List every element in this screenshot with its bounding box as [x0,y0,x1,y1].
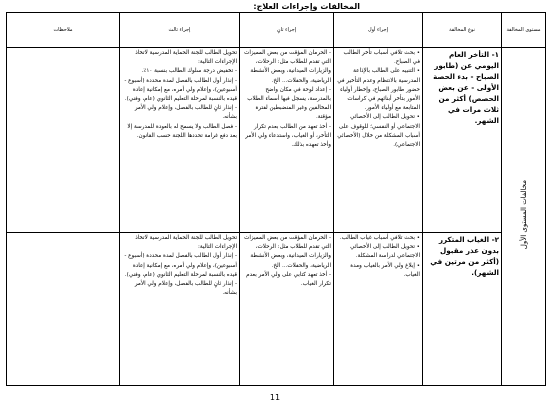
action-item: - الحرمان المؤقت من بعض المميزات التي تقدم للطلاب مثل: الرحلات، والزيارات الميدانية، وبعض الأنشطة الرياضية، والحفلات... الخ. [244,235,331,269]
action3-cell [120,48,240,233]
header-severity: مستوى المخالفة [502,13,546,48]
header-violation: نوع المخالفة [423,13,502,48]
action-item: - إنذار ثانٍ للطالب بالفصل، وإعلام ولي الأمر بشأنه. [134,281,237,297]
action-item: - إنذار أول الطالب بالفصل لمدة محددة (أسبوع - أسبوعين)، وإعلام ولي أمره، مع إمكانية إعادة قيده بالنسبة لمرحلة التعليم الثانوي (عام، وفني). [124,253,237,278]
header-notes: ملاحظات [7,13,120,48]
page-title: المخالفات وإجراءات العلاج: [253,2,360,11]
header-action2: إجراء ثانٍ [240,13,334,48]
action-item: • التنبيه على الطالب بالإذاعة المدرسية بالانتظام وعدم التأخير في حضور طابور الصباح، وإخطار أولياء الأمور بتأخر أبنائهم في كراسات المتابعة مع أولياء الأمور. [337,68,420,112]
header-action3: إجراء ثالث [120,13,240,48]
action-item: • بحث تلافي أسباب غياب الطالب. [339,235,420,241]
action-item: تحويل الطالب للجنة الحماية المدرسية لاتخاذ الإجراءات التالية: [135,235,237,251]
notes-cell [7,233,120,386]
action1-cell [334,48,423,233]
notes-cell [7,48,120,233]
action3-cell [120,233,240,386]
table-row [7,233,546,386]
action-item: تحويل الطالب للجنة الحماية المدرسية لاتخاذ الإجراءات التالية: [135,50,237,66]
action1-cell [334,233,423,386]
action2-cell [240,48,334,233]
severity-cell [502,48,546,386]
page-number: 11 [269,393,281,402]
action-item: - إعداد لوحة في مكان واضح بالمدرسة، يسجل فيها أسماء الطلاب المخالفين وغير المنضبطين لفترة مؤقتة. [247,86,331,121]
action-item: - أخذ تعهد من الطالب بعدم تكرار التأخر، أو الغياب، واستدعاء ولي الأمر وأخذ تعهده بذلك. [245,123,331,149]
table-row [7,48,546,233]
header-row [7,13,546,48]
action-item: • تحويل الطالب إلى الأخصائي الاجتماعي لدراسة المشكلة. [350,244,420,260]
violations-table [6,12,546,386]
action-item: - إنذار ثانٍ للطالب بالفصل، وإعلام ولي الأمر بشأنه. [134,105,237,121]
violation-cell [423,48,502,233]
action-item: • تحويل الطالب إلى الأخصائي الاجتماعي أو النفسي؛ للوقوف على أسباب المشكلة من خلال (الأخصائي الاجتماعي). [337,114,420,149]
action-item: - إنذار أول الطالب بالفصل لمدة محددة (أسبوع - أسبوعين)، وإعلام ولي أمره، مع إمكانية إعادة قيده بالنسبة لمرحلة التعليم الثانوي (عام، وفني). [124,77,237,103]
action2-cell [240,233,334,386]
severity-label: مخالفات المستوى الأول [519,180,528,250]
action-item: • إبلاغ ولي الأمر بالغياب ومدة الغياب. [350,262,420,278]
violation-text: ١- التأخر العام اليومي عن (طابور الصباح - بدء الحصة الأولى - عن بعض الحصص) أكثر من ثلاث مرات في الشهر. [433,50,499,125]
action-item: - الحرمان المؤقت من بعض المميزات التي تقدم للطلاب مثل: الرحلات، والزيارات الميدانية، وبعض الأنشطة الرياضية، والحفلات... الخ. [244,50,331,84]
action-item: - فصل الطالب ولا يسمح له بالعودة للمدرسة إلا بعد دفع غرامة تحددها اللجنة حسب القانون. [127,123,237,139]
header-action1: إجراء أول [334,13,423,48]
violation-cell [423,233,502,386]
violation-text: ٢- الغياب المتكرر بدون عذر مقبول (أكثر من مرتين في الشهر). [430,235,499,277]
action-item: • بحث تلافي أسباب تأخر الطالب في الصباح. [343,50,420,66]
action-item: - أخذ تعهد كتابي على ولي الأمر بعدم تكرار الغياب. [246,271,331,288]
action-item: - تخفيض درجة سلوك الطالب بنسبة ١٠٪. [141,68,237,75]
